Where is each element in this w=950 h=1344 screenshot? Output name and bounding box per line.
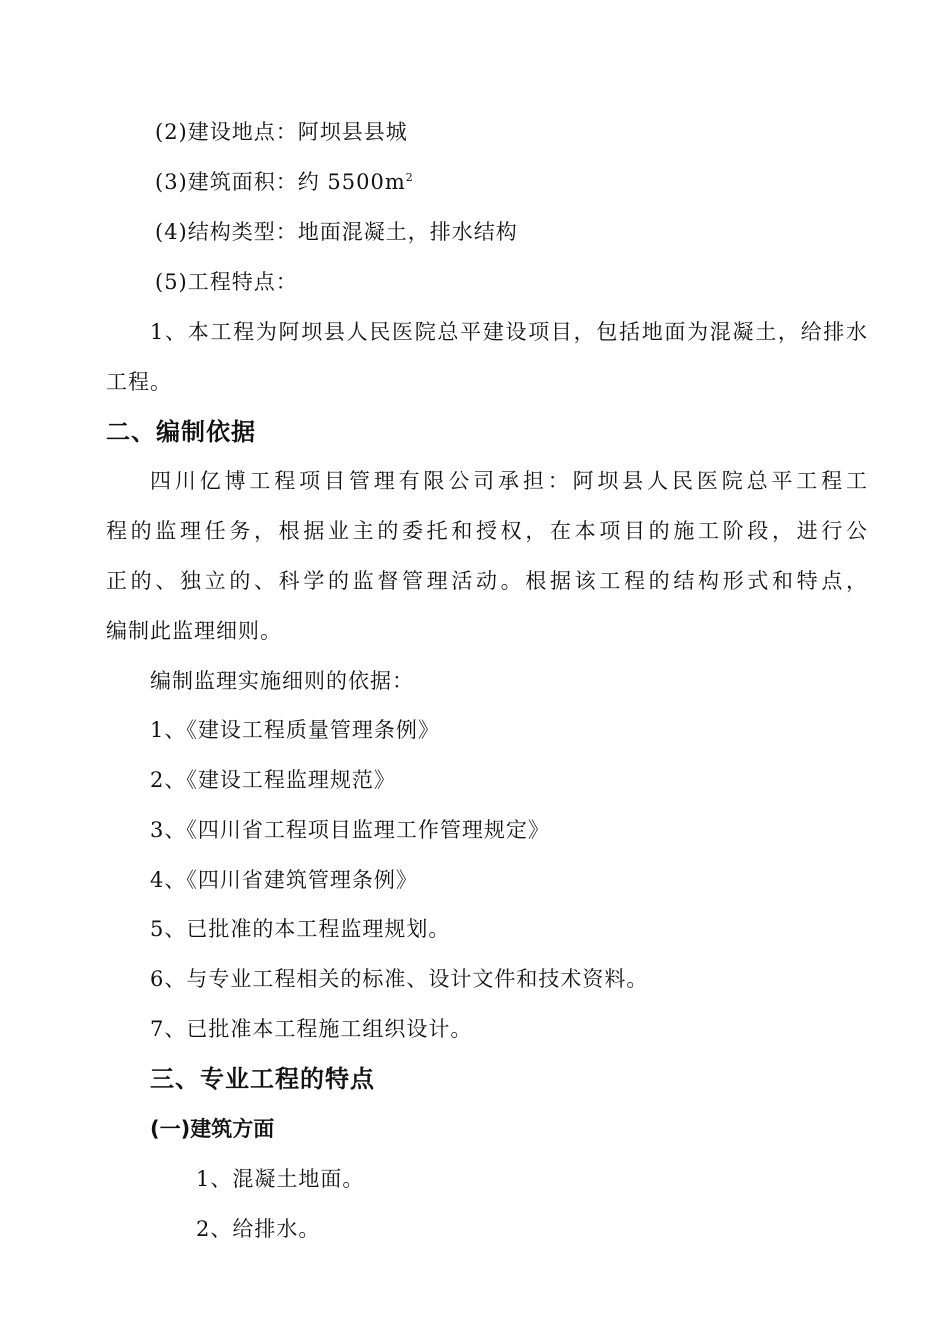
section-3-heading: 三、专业工程的特点: [150, 1065, 375, 1093]
basis-item: 7、已批准本工程施工组织设计。: [150, 1017, 473, 1041]
basis-item: 3、《四川省工程项目监理工作管理规定》: [150, 818, 550, 842]
basis-item: 1、《建设工程质量管理条例》: [150, 718, 440, 742]
section-2-heading: 二、编制依据: [106, 418, 256, 446]
section-2-paragraph-line2: 程的监理任务，根据业主的委托和授权，在本项目的施工阶段，进行公: [106, 519, 868, 543]
project-feature-1-line2: 工程。: [106, 370, 172, 394]
basis-intro: 编制监理实施细则的依据：: [150, 669, 414, 693]
project-area-superscript: 2: [405, 171, 414, 184]
project-location: (2)建设地点：阿坝县县城: [155, 120, 408, 144]
section-2-paragraph-line4: 编制此监理细则。: [106, 619, 282, 643]
project-area-text: (3)建筑面积：约 5500m: [155, 170, 406, 194]
section-2-paragraph-line1: 四川亿博工程项目管理有限公司承担：阿坝县人民医院总平工程工: [150, 469, 868, 493]
project-structure: (4)结构类型：地面混凝土，排水结构: [155, 220, 518, 244]
section-3-subheading: (一)建筑方面: [150, 1117, 275, 1141]
project-area: [155, 168, 414, 196]
basis-item: 5、已批准的本工程监理规划。: [150, 917, 451, 941]
section-3-item: 2、给排水。: [196, 1217, 321, 1241]
section-3-item: 1、混凝土地面。: [196, 1167, 365, 1191]
basis-item: 2、《建设工程监理规范》: [150, 768, 396, 792]
project-features-label: (5)工程特点：: [155, 270, 298, 294]
section-2-paragraph-line3: 正的、独立的、科学的监督管理活动。根据该工程的结构形式和特点，: [106, 569, 868, 593]
basis-item: 6、与专业工程相关的标准、设计文件和技术资料。: [150, 967, 649, 991]
basis-item: 4、《四川省建筑管理条例》: [150, 868, 418, 892]
project-feature-1-line1: 1、本工程为阿坝县人民医院总平建设项目，包括地面为混凝土，给排水: [150, 320, 868, 344]
